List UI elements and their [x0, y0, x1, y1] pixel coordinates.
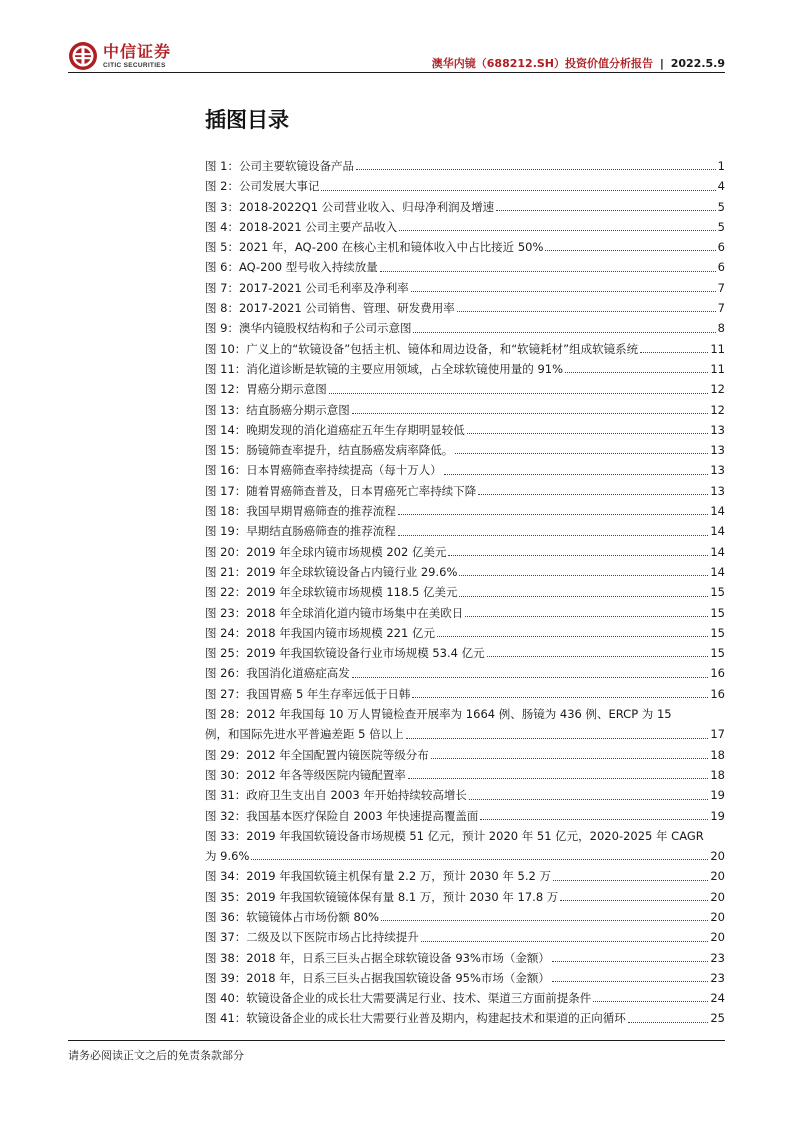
toc-entry[interactable] — [205, 643, 725, 663]
toc-entry[interactable] — [205, 217, 725, 237]
toc-entry[interactable] — [205, 887, 725, 907]
footer-divider — [68, 1040, 725, 1041]
toc-entry-label: 图 25：2019 年我国软镜设备行业市场规模 53.4 亿元 — [205, 646, 485, 661]
toc-dot-leader — [398, 514, 709, 515]
logo-chinese-name: 中信证券 — [103, 41, 172, 61]
toc-dot-leader — [480, 819, 708, 820]
toc-dot-leader — [448, 555, 708, 556]
toc-dot-leader — [408, 778, 709, 779]
toc-dot-leader — [421, 941, 709, 942]
toc-page-number: 13 — [710, 483, 725, 498]
toc-entry[interactable] — [205, 623, 725, 643]
toc-dot-leader — [431, 758, 709, 759]
toc-entry-line — [205, 176, 725, 196]
report-date: 2022.5.9 — [670, 57, 725, 70]
toc-dot-leader — [399, 230, 715, 231]
toc-entry[interactable] — [205, 176, 725, 196]
toc-dot-leader — [411, 291, 716, 292]
toc-dot-leader — [457, 311, 716, 312]
header-separator: | — [659, 57, 664, 70]
toc-entry-label: 图 29：2012 年全国配置内镜医院等级分布 — [205, 747, 429, 762]
toc-entry-line — [205, 927, 725, 947]
toc-entry-line — [205, 623, 725, 643]
toc-page-number: 14 — [710, 544, 725, 559]
toc-page-number: 18 — [710, 767, 725, 782]
toc-entry-label: 图 12：胃癌分期示意图 — [205, 382, 327, 397]
toc-page-number: 12 — [710, 382, 725, 397]
toc-entry-label: 图 7：2017-2021 公司毛利率及净利率 — [205, 280, 409, 295]
toc-entry[interactable] — [205, 237, 725, 257]
toc-entry-line — [205, 663, 725, 683]
toc-entry-line — [205, 278, 725, 298]
page-title: 插图目录 — [205, 108, 289, 132]
toc-page-number: 13 — [710, 422, 725, 437]
toc-page-number: 12 — [710, 402, 725, 417]
toc-page-number: 7 — [717, 301, 725, 316]
toc-entry-label: 图 8：2017-2021 公司销售、管理、研发费用率 — [205, 301, 455, 316]
toc-entry-label: 图 36：软镜镜体占市场份额 80% — [205, 909, 380, 924]
toc-entry[interactable] — [205, 866, 725, 886]
toc-dot-leader — [356, 169, 716, 170]
toc-entry-label: 例，和国际先进水平普遍差距 5 倍以上 — [205, 727, 404, 742]
toc-entry[interactable] — [205, 257, 725, 277]
toc-entry-label: 图 22：2019 年全球软镜市场规模 118.5 亿美元 — [205, 585, 458, 600]
toc-entry-label: 图 17：随着胃癌筛查普及，日本胃癌死亡率持续下降 — [205, 483, 477, 498]
toc-entry[interactable] — [205, 379, 725, 399]
toc-entry-label: 图 16：日本胃癌筛查率持续提高（每十万人） — [205, 463, 442, 478]
toc-page-number: 17 — [710, 727, 725, 742]
toc-dot-leader — [437, 636, 708, 637]
toc-entry[interactable] — [205, 988, 725, 1008]
toc-page-number: 6 — [717, 260, 725, 275]
toc-entry[interactable] — [205, 663, 725, 683]
toc-entry[interactable] — [205, 318, 725, 338]
toc-page-number: 19 — [710, 788, 725, 803]
toc-entry-first-line — [205, 826, 725, 846]
toc-page-number: 15 — [710, 646, 725, 661]
toc-page-number: 19 — [710, 808, 725, 823]
toc-entry-line — [205, 866, 725, 886]
toc-entry[interactable] — [205, 359, 725, 379]
toc-entry[interactable] — [205, 704, 725, 745]
toc-entry-line — [205, 501, 725, 521]
toc-entry-line — [205, 420, 725, 440]
toc-dot-leader — [251, 859, 708, 860]
toc-entry-line — [205, 521, 725, 541]
toc-entry-label: 图 40：软镜设备企业的成长壮大需要满足行业、技术、渠道三方面前提条件 — [205, 991, 592, 1006]
toc-dot-leader — [413, 332, 715, 333]
toc-entry-line — [205, 217, 725, 237]
toc-entry-label: 图 41：软镜设备企业的成长壮大需要行业普及期内，构建起技术和渠道的正向循环 — [205, 1011, 626, 1026]
toc-dot-leader — [406, 738, 709, 739]
toc-entry-label: 图 9：澳华内镜股权结构和子公司示意图 — [205, 321, 412, 336]
toc-entry[interactable] — [205, 684, 725, 704]
toc-page-number: 20 — [710, 889, 725, 904]
toc-entry[interactable] — [205, 156, 725, 176]
toc-dot-leader — [552, 961, 708, 962]
toc-entry[interactable] — [205, 542, 725, 562]
toc-entry[interactable] — [205, 582, 725, 602]
toc-dot-leader — [444, 474, 709, 475]
toc-page-number: 23 — [710, 950, 725, 965]
toc-dot-leader — [459, 575, 708, 576]
toc-entry-line — [205, 339, 725, 359]
toc-entry[interactable] — [205, 562, 725, 582]
header-divider — [68, 72, 725, 73]
toc-entry-label: 图 11：消化道诊断是软镜的主要应用领域，占全球软镜使用量的 91% — [205, 361, 564, 376]
toc-entry[interactable] — [205, 927, 725, 947]
toc-entry[interactable] — [205, 765, 725, 785]
toc-entry-label: 图 15：肠镜筛查率提升，结直肠癌发病率降低。 — [205, 443, 454, 458]
toc-page-number: 15 — [710, 625, 725, 640]
toc-entry-line — [205, 968, 725, 988]
toc-entry-line — [205, 745, 725, 765]
toc-entry[interactable] — [205, 420, 725, 440]
toc-dot-leader — [560, 900, 708, 901]
toc-entry[interactable] — [205, 400, 725, 420]
toc-entry-line — [205, 562, 725, 582]
toc-entry-first-line — [205, 704, 725, 724]
toc-page-number: 24 — [710, 991, 725, 1006]
toc-page-number: 13 — [710, 443, 725, 458]
toc-entry-label: 图 32：我国基本医疗保险自 2003 年快速提高覆盖面 — [205, 808, 479, 823]
toc-entry-line — [205, 643, 725, 663]
toc-entry[interactable] — [205, 785, 725, 805]
toc-page-number: 15 — [710, 605, 725, 620]
toc-entry[interactable] — [205, 907, 725, 927]
toc-entry-line — [205, 237, 725, 257]
toc-entry-label: 图 21：2019 年全球软镜设备占内镜行业 29.6% — [205, 564, 458, 579]
toc-entry-line — [205, 197, 725, 217]
toc-entry-line — [205, 846, 725, 866]
toc-page-number: 15 — [710, 585, 725, 600]
figure-table-of-contents — [205, 156, 725, 1029]
toc-dot-leader — [478, 494, 708, 495]
toc-page-number: 25 — [710, 1011, 725, 1026]
toc-entry-label: 图 13：结直肠癌分期示意图 — [205, 402, 350, 417]
toc-dot-leader — [321, 190, 715, 191]
toc-entry-label: 图 10：广义上的“软镜设备”包括主机、镜体和周边设备，和“软镜耗材”组成软镜系统 — [205, 341, 639, 356]
toc-entry[interactable] — [205, 603, 725, 623]
toc-entry-label-line1: 图 33：2019 年我国软镜设备市场规模 51 亿元，预计 2020 年 51 亿元，2020-2025 年 CAGR — [205, 828, 704, 843]
toc-dot-leader — [640, 352, 708, 353]
toc-page-number: 6 — [717, 240, 725, 255]
toc-dot-leader — [380, 271, 716, 272]
toc-entry-label: 图 37：二级及以下医院市场占比持续提升 — [205, 930, 419, 945]
citic-logo-icon — [68, 41, 98, 71]
toc-dot-leader — [352, 677, 709, 678]
toc-page-number: 20 — [710, 869, 725, 884]
toc-dot-leader — [412, 697, 708, 698]
toc-entry-label: 图 3：2018-2022Q1 公司营业收入、归母净利润及增速 — [205, 199, 495, 214]
toc-entry-line — [205, 582, 725, 602]
toc-entry-label: 图 31：政府卫生支出自 2003 年开始持续较高增长 — [205, 788, 467, 803]
citic-logo — [68, 38, 171, 74]
toc-entry-line — [205, 765, 725, 785]
toc-entry[interactable] — [205, 278, 725, 298]
toc-page-number: 16 — [710, 666, 725, 681]
toc-entry-line — [205, 948, 725, 968]
toc-page-number: 14 — [710, 564, 725, 579]
toc-dot-leader — [465, 616, 708, 617]
toc-entry-line — [205, 481, 725, 501]
toc-entry-line — [205, 460, 725, 480]
toc-entry[interactable] — [205, 745, 725, 765]
toc-entry[interactable] — [205, 826, 725, 867]
toc-entry[interactable] — [205, 968, 725, 988]
toc-page-number: 14 — [710, 504, 725, 519]
toc-dot-leader — [469, 799, 708, 800]
toc-entry[interactable] — [205, 197, 725, 217]
toc-entry[interactable] — [205, 501, 725, 521]
toc-page-number: 16 — [710, 686, 725, 701]
toc-page-number: 20 — [710, 930, 725, 945]
toc-dot-leader — [628, 1022, 709, 1023]
toc-entry-line — [205, 379, 725, 399]
toc-entry-line — [205, 684, 725, 704]
toc-entry-line — [205, 806, 725, 826]
toc-entry-line — [205, 440, 725, 460]
toc-entry-label: 图 6：AQ-200 型号收入持续放量 — [205, 260, 378, 275]
toc-entry-line — [205, 785, 725, 805]
toc-entry-label: 图 23：2018 年全球消化道内镜市场集中在美欧日 — [205, 605, 464, 620]
toc-entry-line — [205, 298, 725, 318]
toc-entry-line — [205, 318, 725, 338]
toc-entry-line — [205, 907, 725, 927]
toc-entry-line — [205, 603, 725, 623]
toc-entry-label: 图 39：2018 年，日系三巨头占据我国软镜设备 95%市场（金额） — [205, 970, 550, 985]
toc-entry[interactable] — [205, 1008, 725, 1028]
toc-dot-leader — [455, 453, 708, 454]
report-header — [432, 55, 725, 71]
toc-entry-label: 图 2：公司发展大事记 — [205, 179, 320, 194]
toc-page-number: 4 — [717, 179, 725, 194]
toc-entry-label: 图 26：我国消化道癌症高发 — [205, 666, 350, 681]
toc-entry[interactable] — [205, 339, 725, 359]
toc-page-number: 20 — [710, 909, 725, 924]
toc-entry[interactable] — [205, 948, 725, 968]
toc-dot-leader — [329, 393, 709, 394]
toc-dot-leader — [565, 372, 708, 373]
toc-dot-leader — [381, 920, 708, 921]
toc-entry-label: 图 38：2018 年，日系三巨头占据全球软镜设备 93%市场（金额） — [205, 950, 550, 965]
toc-entry-line — [205, 542, 725, 562]
report-title: 澳华内镜（688212.SH）投资价值分析报告 — [431, 57, 653, 70]
toc-entry-label: 图 35：2019 年我国软镜镜体保有量 8.1 万，预计 2030 年 17.8 万 — [205, 889, 559, 904]
toc-dot-leader — [552, 981, 708, 982]
toc-dot-leader — [593, 1001, 708, 1002]
toc-dot-leader — [467, 433, 709, 434]
logo-english-name: CITIC SECURITIES — [103, 61, 166, 69]
toc-entry[interactable] — [205, 521, 725, 541]
toc-page-number: 14 — [710, 524, 725, 539]
footer-disclaimer: 请务必阅读正文之后的免责条款部分 — [68, 1049, 244, 1062]
toc-entry[interactable] — [205, 460, 725, 480]
toc-page-number: 23 — [710, 970, 725, 985]
toc-dot-leader — [487, 656, 709, 657]
toc-entry-label: 图 14：晚期发现的消化道癌症五年生存期明显较低 — [205, 422, 465, 437]
toc-page-number: 11 — [710, 341, 725, 356]
toc-entry[interactable] — [205, 298, 725, 318]
toc-page-number: 5 — [717, 219, 725, 234]
toc-entry-label: 图 27：我国胃癌 5 年生存率远低于日韩 — [205, 686, 411, 701]
toc-entry-line — [205, 400, 725, 420]
toc-entry-label: 为 9.6% — [205, 849, 250, 864]
toc-dot-leader — [553, 880, 708, 881]
toc-page-number: 18 — [710, 747, 725, 762]
toc-entry[interactable] — [205, 481, 725, 501]
toc-entry-line — [205, 724, 725, 744]
toc-entry-label-line1: 图 28：2012 年我国每 10 万人胃镜检查开展率为 1664 例、肠镜为 436 例、ERCP 为 15 — [205, 707, 672, 722]
toc-entry-label: 图 24：2018 年我国内镜市场规模 221 亿元 — [205, 625, 435, 640]
toc-entry-label: 图 34：2019 年我国软镜主机保有量 2.2 万，预计 2030 年 5.2 万 — [205, 869, 551, 884]
toc-page-number: 1 — [717, 159, 725, 173]
toc-entry-label: 图 5：2021 年，AQ-200 在核心主机和镜体收入中占比接近 50% — [205, 240, 544, 255]
toc-page-number: 20 — [710, 849, 725, 864]
toc-entry-line — [205, 156, 725, 176]
toc-dot-leader — [352, 413, 709, 414]
toc-page-number: 11 — [710, 361, 725, 376]
toc-entry-label: 图 1：公司主要软镜设备产品 — [205, 159, 354, 173]
toc-entry-line — [205, 257, 725, 277]
toc-dot-leader — [545, 250, 715, 251]
toc-entry[interactable] — [205, 806, 725, 826]
toc-dot-leader — [496, 210, 715, 211]
toc-entry-line — [205, 988, 725, 1008]
toc-entry[interactable] — [205, 440, 725, 460]
toc-entry-label: 图 20：2019 年全球内镜市场规模 202 亿美元 — [205, 544, 447, 559]
toc-page-number: 8 — [717, 321, 725, 336]
toc-page-number: 7 — [717, 280, 725, 295]
toc-entry-label: 图 19：早期结直肠癌筛查的推荐流程 — [205, 524, 396, 539]
toc-dot-leader — [459, 596, 708, 597]
toc-dot-leader — [398, 535, 709, 536]
toc-entry-line — [205, 359, 725, 379]
toc-page-number: 13 — [710, 463, 725, 478]
toc-entry-label: 图 30：2012 年各等级医院内镜配置率 — [205, 767, 406, 782]
toc-entry-label: 图 18：我国早期胃癌筛查的推荐流程 — [205, 504, 396, 519]
toc-entry-line — [205, 1008, 725, 1028]
toc-page-number: 5 — [717, 199, 725, 214]
toc-entry-line — [205, 887, 725, 907]
toc-entry-label: 图 4：2018-2021 公司主要产品收入 — [205, 219, 398, 234]
